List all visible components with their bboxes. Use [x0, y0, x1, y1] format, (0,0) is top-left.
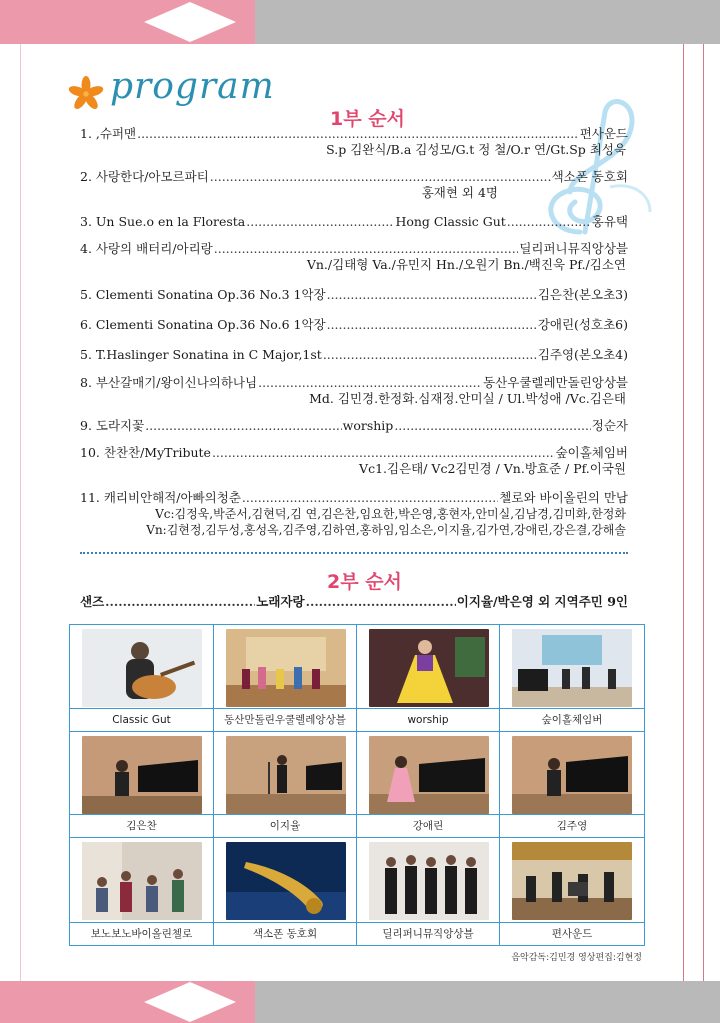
- performer: 첼로와 바이올린의 만남: [499, 490, 628, 505]
- performer: 홍유택: [591, 214, 628, 229]
- performer-details: Vc1.김은태/ Vc2김민경 / Vn.방효준 / Pf.이국원: [359, 461, 626, 476]
- piece-title: 5. T.Haslinger Sonatina in C Major,1st: [80, 347, 322, 362]
- piece-title: 샌즈: [80, 594, 105, 609]
- maple-leaf-icon: [68, 76, 104, 112]
- photo-caption: 숲이홀체임버: [500, 708, 644, 731]
- performer-details-2: Vn:김현정,김두성,홍성옥,김주영,김하연,홍하임,임소은,이지율,김가연,강애린,강은결,강해솔: [146, 523, 626, 537]
- photo-caption: worship: [357, 708, 499, 731]
- piece-title: 2. 사랑한다/아모르파티: [80, 169, 209, 184]
- credits: 음악감독:김민경 영상편집:김현정: [511, 953, 642, 963]
- photo-caption: 김주영: [500, 814, 644, 837]
- photo-caption: 편사운드: [500, 922, 644, 945]
- gallery-cell: [357, 732, 500, 838]
- gallery-cell: [70, 625, 214, 732]
- part2-program-list: [80, 594, 628, 610]
- piece-title: 10. 찬찬찬/MyTribute: [80, 445, 211, 460]
- photo-caption: 김은찬: [70, 814, 213, 837]
- list-item: [80, 375, 628, 412]
- list-item: [80, 445, 628, 482]
- section-divider: [80, 552, 628, 554]
- piece-title: 6. Clementi Sonatina Op.36 No.6 1악장: [80, 317, 326, 332]
- piece-title: 11. 캐리비안해적/아빠의청춘: [80, 490, 241, 505]
- piece-title: 9. 도라지꽃: [80, 418, 145, 433]
- gallery-cell: [500, 838, 644, 945]
- performer: 편사운드: [579, 126, 628, 141]
- list-item: [80, 214, 628, 235]
- photo-gallery: [69, 624, 645, 946]
- gallery-cell: [357, 838, 500, 945]
- gallery-cell: [214, 625, 357, 732]
- piece-category: 노래자랑: [256, 594, 305, 609]
- piece-title: 8. 부산갈매기/왕이신나의하나님: [80, 375, 258, 390]
- performer: 동산우쿨렐레만돌린앙상블: [483, 375, 628, 390]
- list-item: [80, 490, 628, 543]
- pianist-photo: [82, 736, 202, 814]
- guitarist-photo: [82, 629, 202, 707]
- photo-caption: 강애린: [357, 814, 499, 837]
- performer: 숲이홀체임버: [555, 445, 628, 460]
- part1-title: 1부 순서: [330, 108, 405, 130]
- left-margin-line: [20, 44, 21, 981]
- top-band: [0, 0, 720, 44]
- list-item: [80, 126, 628, 163]
- photo-caption: 보노보노바이올린첼로: [70, 922, 213, 945]
- list-item: [80, 169, 628, 206]
- list-item: [80, 594, 628, 610]
- piece-title: 4. 사랑의 배터리/아리랑: [80, 241, 213, 256]
- pianist-pink-dress-photo: [369, 736, 489, 814]
- part1-program-list: [80, 126, 628, 543]
- photo-caption: 색소폰 동호회: [214, 922, 356, 945]
- gallery-cell: [500, 625, 644, 732]
- performer: 김은찬(본오초3): [537, 287, 628, 302]
- bottom-diamond-ornament: [144, 982, 236, 1022]
- right-margin-line-outer: [703, 44, 704, 981]
- gallery-cell: [214, 838, 357, 945]
- gallery-cell: [70, 838, 214, 945]
- music-ensemble-photo: [369, 842, 489, 920]
- chamber-ensemble-photo: [512, 629, 632, 707]
- saxophone-photo: [226, 842, 346, 920]
- performer: 정순자: [591, 418, 628, 433]
- page-title: program: [110, 66, 275, 107]
- violin-class-photo: [82, 842, 202, 920]
- piece-title: 3. Un Sue.o en la Floresta: [80, 214, 246, 229]
- performer-details: Vn./김태형 Va./유민지 Hn./오원기 Bn./백진욱 Pf./김소연: [306, 257, 626, 272]
- gallery-cell: [70, 732, 214, 838]
- singer-stage-photo: [226, 736, 346, 814]
- piece-performer-group: worship: [342, 418, 394, 433]
- pianist-photo-2: [512, 736, 632, 814]
- performer: 강애린(성호초6): [537, 317, 628, 332]
- performer-details: Vc:김정욱,박준서,김현덕,김 연,김은찬,임요한,박은영,홍현자,안미실,김남경,김미화,한정화: [155, 507, 626, 521]
- piece-performer-group: Hong Classic Gut: [395, 214, 506, 229]
- gallery-cell: [357, 625, 500, 732]
- list-item: [80, 241, 628, 278]
- performer: 김주영(본오초4): [537, 347, 628, 362]
- top-diamond-ornament: [144, 2, 236, 42]
- list-item: [80, 418, 628, 439]
- ensemble-stage-photo: [226, 629, 346, 707]
- gallery-cell: [500, 732, 644, 838]
- performer-details: 홍재현 외 4명: [421, 185, 498, 200]
- photo-caption: 딜리퍼니뮤직앙상블: [357, 922, 499, 945]
- right-margin-line: [683, 44, 684, 981]
- performer: 이지율/박은영 외 지역주민 9인: [456, 594, 628, 609]
- singer-dress-photo: [369, 629, 489, 707]
- gallery-cell: [214, 732, 357, 838]
- band-stage-photo: [512, 842, 632, 920]
- piece-title: 1. ,슈퍼맨: [80, 126, 137, 141]
- list-item: [80, 287, 628, 308]
- performer-details: S.p 김완식/B.a 김성모/G.t 정 철/O.r 연/Gt.Sp 최성욱: [326, 142, 626, 157]
- bottom-band: [0, 981, 720, 1023]
- list-item: [80, 317, 628, 338]
- performer-details: Md. 김민경.한정화.심재정.안미실 / Ul.박성애 /Vc.김은태: [309, 391, 626, 406]
- performer: 색소폰 동호회: [551, 169, 628, 184]
- performer: 딜리퍼니뮤직앙상블: [519, 241, 628, 256]
- part2-title: 2부 순서: [327, 571, 402, 593]
- photo-caption: 이지율: [214, 814, 356, 837]
- list-item: [80, 347, 628, 368]
- photo-caption: Classic Gut: [70, 708, 213, 731]
- piece-title: 5. Clementi Sonatina Op.36 No.3 1악장: [80, 287, 326, 302]
- photo-caption: 동산만돌린우쿨렐레앙상블: [214, 708, 356, 731]
